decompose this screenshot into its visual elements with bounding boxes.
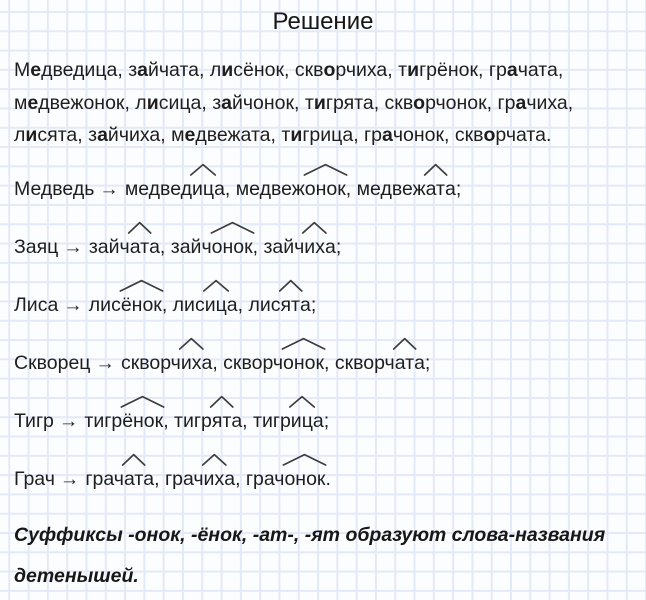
separator: ,: [161, 293, 173, 316]
conclusion-line-1: Суффиксы -онок, -ёнок, -ат-, -ят образуют слова-названия: [14, 523, 606, 546]
derived-words: [89, 294, 316, 316]
separator: .: [545, 124, 552, 146]
word-part: грята: [325, 91, 374, 114]
intro-word: [295, 59, 398, 81]
derived-words: [85, 468, 330, 490]
suffix-hat-icon: [122, 454, 145, 465]
separator: ,: [270, 124, 282, 146]
suffix: ат: [130, 235, 149, 259]
separator: ,: [387, 59, 399, 81]
suffix: ёнок: [121, 293, 162, 317]
intro-word: [212, 92, 305, 114]
word-ending: а: [149, 235, 160, 258]
arrow-right-icon: →: [59, 467, 80, 490]
intro-word: [498, 92, 574, 114]
intro-word: [128, 59, 210, 81]
intro-line: [14, 54, 632, 87]
derived-word: [357, 178, 456, 200]
separator: ,: [201, 91, 213, 114]
suffix: иц: [205, 293, 227, 317]
word-ending: а: [300, 293, 311, 316]
word-part: чиха: [526, 91, 568, 114]
suffix: ат: [124, 467, 143, 491]
suffix: онок: [284, 467, 325, 491]
word-root: скворч: [223, 351, 284, 374]
intro-word: [385, 92, 498, 114]
separator: ,: [324, 351, 335, 374]
separator: ,: [224, 177, 236, 200]
word-part: л: [209, 59, 222, 81]
derived-word: [171, 236, 253, 258]
separator: ;: [335, 235, 342, 258]
conclusion-line-2: детенышей.: [14, 564, 139, 587]
separator: ,: [567, 91, 574, 114]
accent-letter: и: [313, 91, 326, 114]
separator: ,: [345, 177, 357, 200]
word-ending: а: [445, 177, 456, 200]
suffix: онок: [305, 177, 346, 201]
accent-letter: е: [184, 124, 196, 146]
base-word: Лиса: [14, 293, 59, 316]
word-part: йчата: [148, 59, 200, 81]
derivation-line: [14, 293, 632, 317]
suffix-hat-icon: [179, 338, 204, 349]
suffix-hat-icon: [202, 454, 227, 465]
separator: ,: [373, 91, 385, 114]
suffix: их: [181, 351, 202, 375]
separator: ,: [160, 124, 172, 146]
derivations: [14, 177, 632, 491]
suffix: ат: [395, 351, 414, 375]
word-root: тигр: [84, 409, 123, 432]
intro-word: [88, 124, 171, 146]
word-part: скв: [454, 124, 484, 146]
suffix-hat-icon: [203, 280, 229, 291]
word-root: скворч: [334, 351, 395, 374]
word-part: йчиха: [107, 124, 161, 146]
word-root: грач: [165, 467, 204, 490]
derived-words: [125, 178, 461, 200]
separator: ,: [124, 91, 136, 114]
derived-word: [335, 352, 425, 374]
intro-word: [210, 59, 295, 81]
word-root: скворч: [120, 351, 181, 374]
derived-word: [125, 178, 225, 200]
accent-letter: и: [25, 124, 38, 146]
derived-word: [173, 294, 238, 316]
word-part: рчонок: [425, 91, 487, 114]
word-part: сёнок: [233, 59, 285, 81]
word-root: грач: [245, 467, 285, 490]
word-part: з: [212, 91, 222, 114]
separator: ;: [310, 293, 317, 316]
word-part: рчата: [495, 124, 546, 146]
derived-word: [253, 410, 324, 432]
accent-letter: и: [290, 124, 303, 146]
word-ending: а: [324, 235, 336, 258]
word-part: чонок: [392, 124, 445, 146]
word-part: М: [14, 59, 31, 81]
word-part: гр: [497, 91, 516, 114]
word-root: медвед: [124, 177, 192, 200]
word-root: медвеж: [356, 177, 426, 200]
arrow-right-icon: →: [58, 409, 79, 432]
suffix: их: [304, 235, 325, 259]
intro-word: [135, 92, 212, 114]
separator: ,: [252, 235, 264, 258]
separator: ,: [159, 235, 171, 258]
accent-letter: а: [506, 59, 518, 81]
suffix-hat-icon: [289, 396, 315, 407]
accent-letter: е: [30, 59, 42, 81]
derived-words: [89, 236, 341, 258]
derived-words: [84, 410, 329, 432]
derived-word: [246, 468, 326, 490]
separator: ,: [163, 409, 175, 432]
suffix-hat-icon: [303, 164, 348, 175]
word-ending: а: [226, 293, 238, 316]
base-word: Грач: [14, 467, 55, 490]
word-part: грица: [302, 124, 354, 146]
word-part: сята: [37, 124, 78, 146]
suffix-hat-icon: [128, 222, 151, 233]
suffix: ят: [212, 409, 232, 433]
word-ending: а: [414, 351, 425, 374]
derived-word: [121, 352, 212, 374]
separator: ,: [77, 124, 89, 146]
accent-letter: а: [382, 124, 393, 146]
base-word: Медведь: [14, 177, 95, 200]
derivation-line: [14, 409, 632, 433]
separator: ,: [242, 409, 254, 432]
word-root: лис: [172, 293, 205, 316]
intro-word: [398, 59, 489, 81]
intro-word: [171, 124, 281, 146]
intro-word: [14, 92, 135, 114]
word-part: скв: [384, 91, 414, 114]
suffix-hat-icon: [424, 164, 447, 175]
word-part: чата: [517, 59, 558, 81]
base-word: Заяц: [14, 235, 59, 258]
word-ending: а: [143, 467, 155, 490]
intro-line: [14, 87, 632, 120]
derived-word: [174, 410, 242, 432]
accent-letter: о: [413, 91, 426, 114]
base-word: Скворец: [14, 351, 91, 374]
word-root: тигр: [174, 409, 212, 432]
suffix-hat-icon: [393, 338, 416, 349]
suffix-hat-icon: [281, 338, 326, 349]
separator: ,: [294, 91, 305, 114]
derived-word: [248, 294, 310, 316]
word-ending: а: [214, 177, 225, 200]
word-ending: а: [312, 409, 324, 432]
derived-word: [84, 410, 163, 432]
suffix: их: [204, 467, 225, 491]
word-root: лис: [248, 293, 281, 316]
derived-word: [89, 294, 162, 316]
page-title: Решение: [272, 8, 374, 35]
intro-word: [305, 92, 385, 114]
derived-word: [263, 236, 335, 258]
separator: ,: [235, 467, 246, 490]
suffix-hat-icon: [302, 222, 327, 233]
separator: ,: [444, 124, 455, 146]
intro-word: [364, 124, 455, 146]
word-part: т: [281, 124, 291, 146]
intro-word: [281, 124, 364, 146]
base-word: Тигр: [14, 409, 54, 432]
separator: ,: [237, 293, 249, 316]
word-part: сица: [158, 91, 202, 114]
derivation-line: [14, 177, 632, 201]
derivation-line: [14, 351, 632, 375]
word-root: медвеж: [235, 177, 305, 200]
accent-letter: о: [323, 59, 336, 81]
word-part: скв: [294, 59, 324, 81]
suffix: онок: [283, 351, 324, 375]
word-part: гр: [364, 124, 382, 146]
suffix-hat-icon: [282, 454, 327, 465]
suffix: иц: [192, 177, 214, 201]
accent-letter: а: [137, 59, 148, 81]
suffix: ат: [426, 177, 445, 201]
word-part: м: [14, 91, 28, 114]
separator: ,: [557, 59, 564, 81]
word-root: тигр: [253, 409, 291, 432]
word-root: зайч: [170, 235, 212, 258]
word-ending: а: [224, 467, 236, 490]
suffix: ёнок: [122, 409, 163, 433]
word-part: м: [171, 124, 185, 146]
suffix-hat-icon: [279, 280, 303, 291]
word-part: двежата: [195, 124, 271, 146]
derivation-line: [14, 235, 632, 259]
separator: .: [325, 467, 331, 490]
suffix-hat-icon: [120, 396, 165, 407]
separator: ;: [323, 409, 330, 432]
intro-word: [14, 59, 128, 81]
intro-word: [489, 59, 563, 81]
separator: ,: [284, 59, 295, 81]
suffix: ят: [281, 293, 301, 317]
suffix-hat-icon: [119, 280, 164, 291]
derived-word: [85, 468, 154, 490]
separator: ,: [154, 467, 165, 490]
arrow-right-icon: →: [95, 351, 115, 374]
word-part: йчонок: [232, 91, 295, 114]
derivation-line: [14, 467, 632, 491]
accent-letter: а: [221, 91, 232, 114]
arrow-right-icon: →: [63, 235, 83, 258]
word-root: зайч: [88, 235, 130, 258]
arrow-right-icon: →: [63, 293, 83, 316]
derived-word: [89, 236, 160, 258]
separator: ;: [424, 351, 431, 374]
intro-line: [14, 119, 632, 152]
intro-paragraph: [14, 54, 632, 152]
separator: ;: [455, 177, 462, 200]
word-part: рчиха: [335, 59, 388, 81]
accent-letter: а: [97, 124, 108, 146]
derived-word: [236, 178, 346, 200]
accent-letter: е: [27, 91, 39, 114]
word-part: грёнок: [419, 59, 479, 81]
word-root: грач: [85, 467, 124, 490]
separator: ,: [117, 59, 129, 81]
arrow-right-icon: →: [99, 177, 119, 200]
suffix: онок: [212, 235, 253, 259]
separator: ,: [486, 91, 498, 114]
derived-words: [121, 352, 430, 374]
word-ending: а: [231, 409, 243, 432]
word-part: гр: [488, 59, 507, 81]
accent-letter: и: [146, 91, 159, 114]
accent-letter: о: [483, 124, 496, 146]
accent-letter: и: [407, 59, 420, 81]
word-part: двежонок: [38, 91, 125, 114]
word-root: лис: [88, 293, 121, 316]
accent-letter: и: [221, 59, 234, 81]
word-part: т: [398, 59, 408, 81]
suffix: иц: [291, 409, 313, 433]
word-part: дведица: [41, 59, 118, 81]
derived-word: [223, 352, 324, 374]
conclusion-text: [14, 515, 632, 597]
separator: ,: [199, 59, 210, 81]
derived-word: [165, 468, 235, 490]
intro-word: [14, 124, 88, 146]
word-root: зайч: [263, 235, 305, 258]
separator: ,: [353, 124, 365, 146]
intro-word: [455, 124, 552, 146]
accent-letter: а: [515, 91, 527, 114]
separator: ,: [212, 351, 224, 374]
word-part: л: [14, 124, 26, 146]
separator: ,: [478, 59, 489, 81]
suffix-hat-icon: [190, 164, 216, 175]
word-part: з: [88, 124, 98, 146]
word-part: т: [304, 91, 314, 114]
word-part: л: [135, 91, 147, 114]
suffix-hat-icon: [210, 396, 234, 407]
suffix-hat-icon: [210, 222, 255, 233]
word-ending: а: [201, 351, 213, 374]
word-part: з: [128, 59, 138, 81]
